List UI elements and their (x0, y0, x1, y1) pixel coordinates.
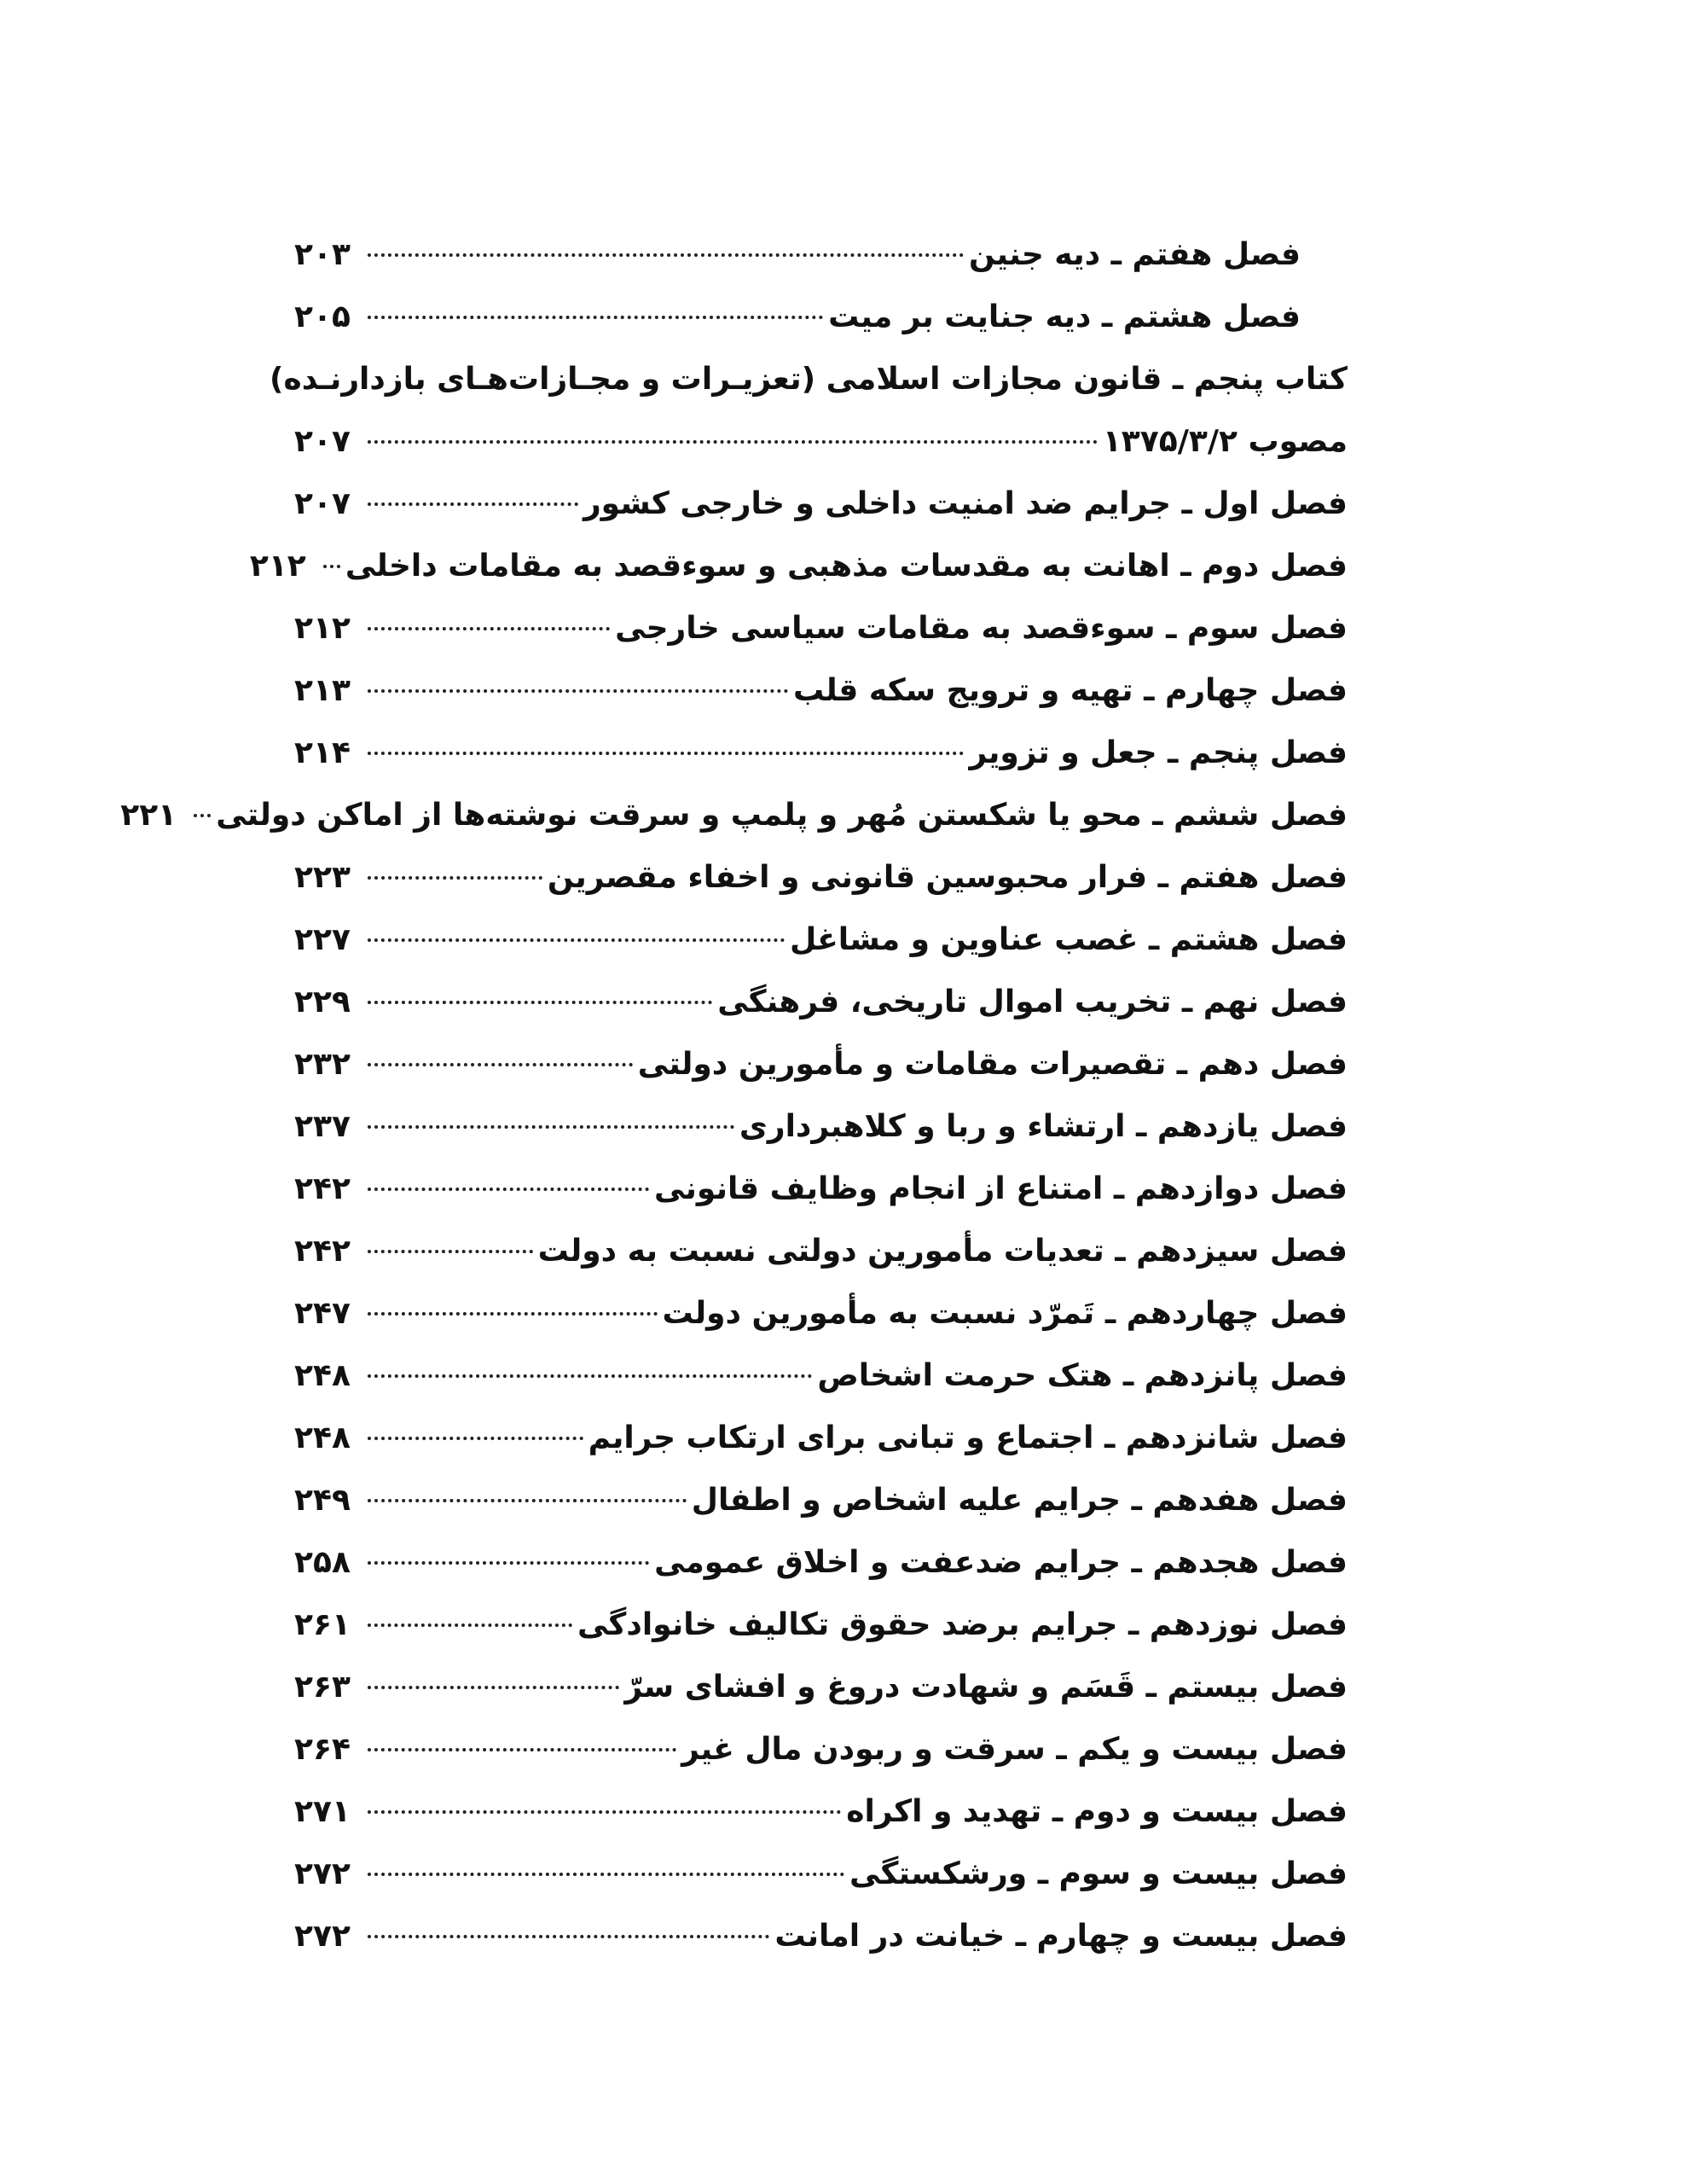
dot-leader (368, 1686, 619, 1689)
dot-leader (323, 565, 340, 568)
toc-entry (294, 909, 1348, 971)
toc-entry-page: ۲۳۷ (294, 1109, 351, 1144)
dot-leader (368, 1561, 649, 1565)
dot-leader (368, 1063, 633, 1066)
toc-entry (294, 597, 1348, 659)
toc-entry-page: ۲۰۷ (294, 486, 351, 521)
toc-entry-page: ۲۷۲ (294, 1856, 351, 1891)
toc-entry (294, 1282, 1348, 1345)
toc-entry-page: ۲۴۹ (294, 1483, 351, 1518)
toc-entry-title: فصل هشتم ـ دیه جنایت بر میت (828, 299, 1301, 334)
toc-entry (294, 473, 1348, 535)
toc-entry-page: ۲۲۱ (120, 798, 177, 833)
toc-entry-page: ۲۴۸ (294, 1358, 351, 1393)
toc-entry-page: ۲۵۸ (294, 1545, 351, 1580)
toc-entry-title: فصل هفدهم ـ جرایم علیه اشخاص و اطفال (691, 1483, 1348, 1518)
dot-leader (368, 1810, 841, 1814)
toc-entry-title: فصل سیزدهم ـ تعدیات مأمورین دولتی نسبت به دولت (537, 1234, 1348, 1269)
toc-entry (294, 1656, 1348, 1718)
dot-leader (368, 1001, 712, 1004)
toc-entry-title: فصل اول ـ جرایم ضد امنیت داخلی و خارجی کشور (583, 486, 1348, 521)
toc-entry-title: فصل بیست و سوم ـ ورشکستگی (849, 1856, 1348, 1891)
book-title: کتاب پنجم ـ قانون مجازات اسلامی (تعزیـرات و مجـازات‌هـای بازدارنـده) (270, 362, 1348, 397)
toc-entry-page: ۲۱۲ (249, 549, 306, 584)
dot-leader (368, 1312, 658, 1316)
toc-entry-title: فصل چهاردهم ـ تَمرّد نسبت به مأمورین دولت (662, 1296, 1348, 1331)
toc-entry-page: ۲۰۳ (294, 237, 351, 272)
dot-leader (368, 1125, 734, 1129)
toc-entry-page: ۲۴۲ (294, 1234, 351, 1269)
toc-entry-page: ۲۰۷ (294, 424, 351, 459)
toc-entry-page: ۲۰۵ (294, 299, 351, 334)
toc-entry (294, 659, 1348, 722)
toc-entry-title: فصل بیست و یکم ـ سرقت و ربودن مال غیر (681, 1732, 1348, 1767)
dot-leader (368, 1623, 572, 1627)
dot-leader (368, 1873, 844, 1876)
toc-entry-page: ۲۲۹ (294, 985, 351, 1019)
table-of-contents (120, 224, 1348, 1967)
dot-leader (368, 1935, 769, 1938)
toc-entry-page: ۲۷۲ (294, 1919, 351, 1954)
toc-entry-title: فصل هجدهم ـ جرایم ضدعفت و اخلاق عمومی (654, 1545, 1348, 1580)
toc-entry-title: فصل بیستم ـ قَسَم و شهادت دروغ و افشای سرّ (624, 1670, 1348, 1705)
toc-entry-title: فصل هفتم ـ فرار محبوسین قانونی و اخفاء مقصرین (547, 860, 1348, 895)
toc-entry-title: فصل هشتم ـ غصب عناوین و مشاغل (789, 922, 1348, 957)
dot-leader (368, 689, 788, 693)
dot-leader (368, 1748, 676, 1751)
dot-leader (368, 876, 542, 880)
toc-entry-title: فصل پنجم ـ جعل و تزویر (969, 735, 1348, 770)
dot-leader (368, 1250, 533, 1253)
toc-entry (294, 224, 1348, 286)
toc-entry (294, 286, 1348, 348)
dot-leader (368, 938, 785, 942)
toc-entry-title: فصل شانزدهم ـ اجتماع و تبانی برای ارتکاب جرایم (588, 1420, 1348, 1455)
toc-entry-page: ۲۶۱ (294, 1607, 351, 1642)
toc-entry (294, 1158, 1348, 1220)
toc-entry-title: فصل دوم ـ اهانت به مقدسات مذهبی و سوءقصد به مقامات داخلی (345, 549, 1348, 584)
toc-entry-title: فصل دوازدهم ـ امتناع از انجام وظایف قانونی (653, 1171, 1348, 1206)
toc-entry-title: فصل نوزدهم ـ جرایم برضد حقوق تکالیف خانوادگی (577, 1607, 1348, 1642)
toc-entry-title: مصوب ۱۳۷۵/۳/۲ (1102, 424, 1348, 459)
toc-entry-title: فصل پانزدهم ـ هتک حرمت اشخاص (817, 1358, 1348, 1393)
toc-entry-page: ۲۴۷ (294, 1296, 351, 1331)
toc-entry-page: ۲۴۸ (294, 1420, 351, 1455)
toc-entry-title: فصل ششم ـ محو یا شکستن مُهر و پلمپ و سرقت نوشته‌ها از اماکن دولتی (216, 798, 1348, 833)
toc-entry (294, 1469, 1348, 1531)
toc-entry (294, 1843, 1348, 1905)
toc-entry-page: ۲۲۷ (294, 922, 351, 957)
toc-entry-title: فصل بیست و چهارم ـ خیانت در امانت (774, 1919, 1348, 1954)
dot-leader (368, 253, 964, 257)
toc-entry (120, 784, 1348, 846)
toc-entry-page: ۲۳۲ (294, 1047, 351, 1082)
toc-entry-title: فصل چهارم ـ تهیه و ترویج سکه قلب (792, 673, 1348, 708)
toc-entry-title: فصل بیست و دوم ـ تهدید و اکراه (846, 1794, 1348, 1829)
dot-leader (368, 440, 1098, 444)
toc-entry (294, 1345, 1348, 1407)
toc-entry-page: ۲۲۳ (294, 860, 351, 895)
toc-entry-title: فصل دهم ـ تقصیرات مقامات و مأمورین دولتی (637, 1047, 1348, 1082)
toc-entry (294, 1407, 1348, 1469)
toc-entry (294, 1095, 1348, 1158)
dot-leader (194, 814, 211, 817)
dot-leader (368, 316, 823, 319)
toc-entry-page: ۲۶۴ (294, 1732, 351, 1767)
toc-entry (294, 971, 1348, 1033)
toc-entry (294, 722, 1348, 784)
dot-leader (368, 627, 610, 630)
toc-entry (294, 1033, 1348, 1095)
dot-leader (368, 1188, 649, 1191)
toc-entry-title: فصل هفتم ـ دیه جنین (969, 237, 1301, 272)
toc-entry-title: فصل یازدهم ـ ارتشاء و ربا و کلاهبرداری (739, 1109, 1348, 1144)
toc-entry (294, 1594, 1348, 1656)
toc-entry-page: ۲۷۱ (294, 1794, 351, 1829)
toc-entry (294, 1905, 1348, 1967)
toc-entry (249, 535, 1348, 597)
toc-entry-page: ۲۱۲ (294, 611, 351, 646)
toc-entry (294, 1718, 1348, 1780)
toc-entry (294, 1220, 1348, 1282)
dot-leader (368, 752, 964, 755)
toc-entry-page: ۲۶۳ (294, 1670, 351, 1705)
toc-entry (294, 1780, 1348, 1843)
toc-entry-page: ۲۱۳ (294, 673, 351, 708)
dot-leader (368, 1374, 812, 1378)
toc-entry-title: فصل نهم ـ تخریب اموال تاریخی، فرهنگی (717, 985, 1348, 1019)
toc-entry-title: فصل سوم ـ سوءقصد به مقامات سیاسی خارجی (615, 611, 1348, 646)
dot-leader (368, 502, 578, 506)
dot-leader (368, 1499, 687, 1502)
toc-entry (294, 410, 1348, 473)
toc-entry (294, 846, 1348, 909)
toc-entry-page: ۲۱۴ (294, 735, 351, 770)
toc-entry (294, 1531, 1348, 1594)
dot-leader (368, 1437, 583, 1440)
toc-entry-page: ۲۴۲ (294, 1171, 351, 1206)
